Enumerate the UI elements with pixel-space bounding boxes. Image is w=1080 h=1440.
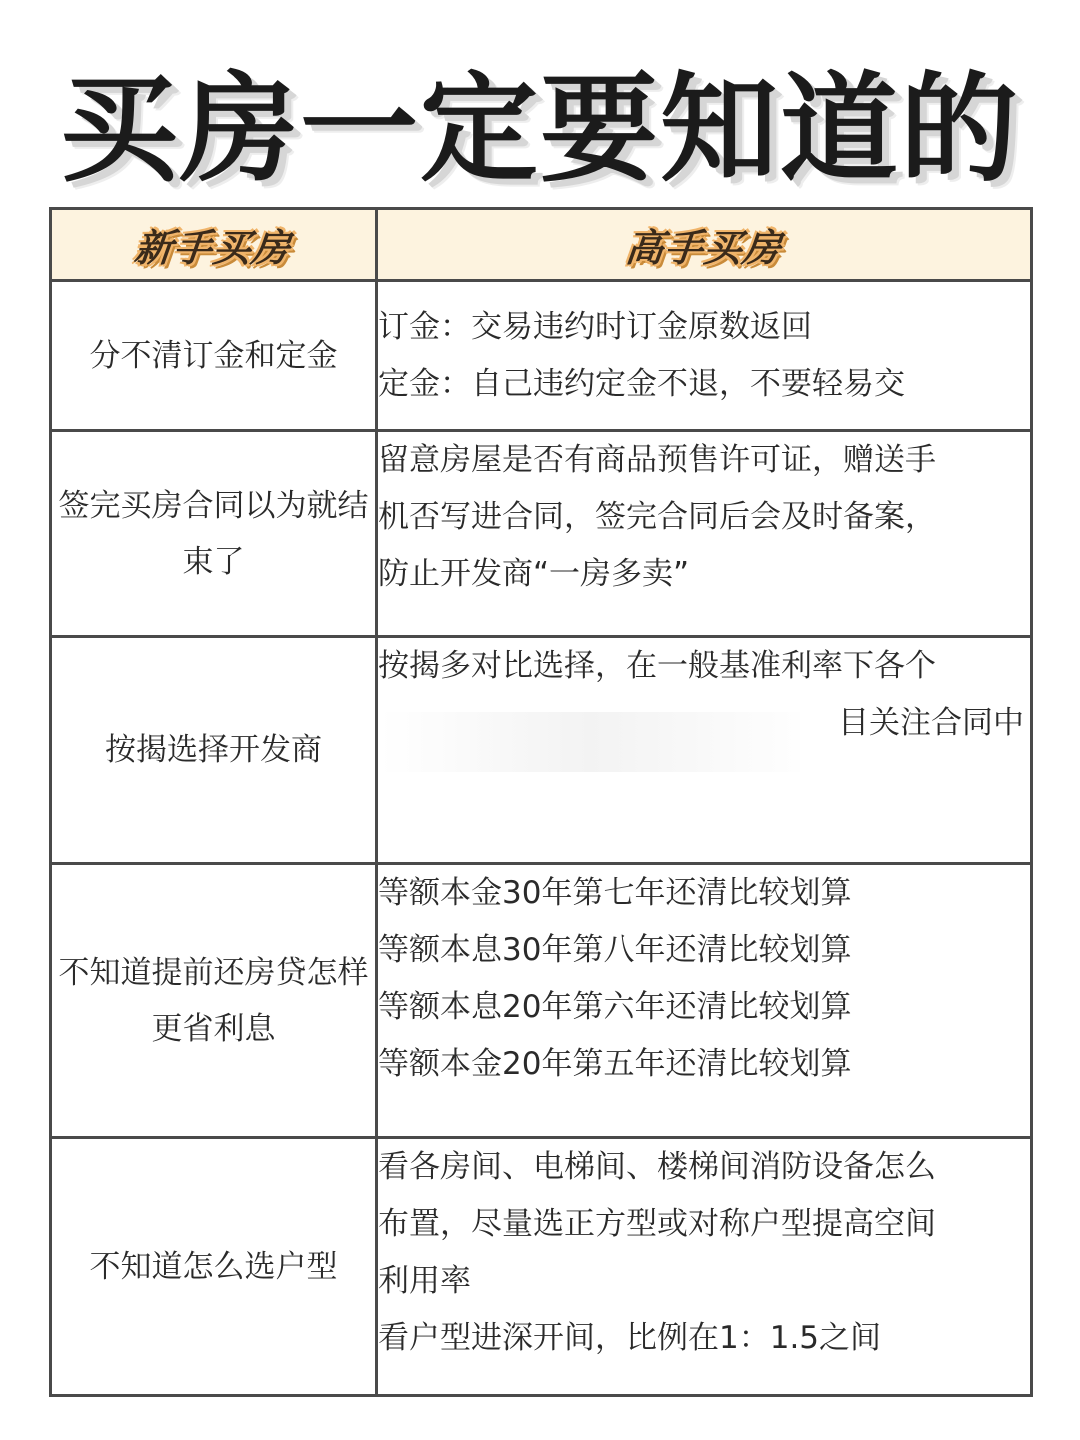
- expert-cell: [377, 1138, 1032, 1396]
- expert-line: 等额本金20年第五年还清比较划算: [378, 1046, 852, 1082]
- expert-line: 利用率: [378, 1263, 471, 1299]
- header-cell-expert: [377, 209, 1032, 281]
- beginner-cell: 不知道怎么选户型: [51, 1138, 377, 1396]
- expert-line: 布置，尽量选正方型或对称户型提高空间: [378, 1206, 936, 1242]
- expert-line: 定金：自己违约定金不退，不要轻易交: [378, 366, 905, 402]
- expert-line: 机否写进合同，签完合同后会及时备案，: [378, 499, 936, 535]
- beginner-cell: 不知道提前还房贷怎样更省利息: [51, 864, 377, 1138]
- header-expert: 高手买房: [623, 226, 784, 270]
- expert-line: 订金：交易违约时订金原数返回: [378, 309, 812, 345]
- expert-line: 防止开发商“一房多卖”: [378, 556, 690, 592]
- expert-cell: [377, 637, 1032, 864]
- header-beginner: 新手买房: [132, 226, 294, 270]
- beginner-cell: 按揭选择开发商: [51, 637, 377, 864]
- comparison-table: [49, 207, 1033, 1397]
- expert-cell: [377, 864, 1032, 1138]
- table-row: [51, 637, 1032, 864]
- expert-line: 留意房屋是否有商品预售许可证，赠送手: [378, 442, 936, 478]
- table-header-row: [51, 209, 1032, 281]
- table-row: [51, 1138, 1032, 1396]
- expert-line: 看各房间、电梯间、楼梯间消防设备怎么: [378, 1149, 936, 1185]
- table-row: [51, 864, 1032, 1138]
- expert-line: 等额本息30年第八年还清比较划算: [378, 932, 852, 968]
- expert-line: 看户型进深开间，比例在1：1.5之间: [378, 1320, 882, 1356]
- expert-line: 目关注合同中: [838, 705, 1024, 741]
- beginner-cell: 签完买房合同以为就结束了: [51, 431, 377, 637]
- expert-line: 按揭多对比选择，在一般基准利率下各个: [378, 648, 936, 684]
- table-row: [51, 431, 1032, 637]
- beginner-cell: 分不清订金和定金: [51, 281, 377, 431]
- expert-line: 等额本息20年第六年还清比较划算: [378, 989, 852, 1025]
- header-cell-beginner: [51, 209, 377, 281]
- expert-line: 等额本金30年第七年还清比较划算: [378, 875, 852, 911]
- table-row: [51, 281, 1032, 431]
- expert-cell: [377, 431, 1032, 637]
- page-title: 买房一定要知道的: [59, 60, 1020, 198]
- expert-cell: [377, 281, 1032, 431]
